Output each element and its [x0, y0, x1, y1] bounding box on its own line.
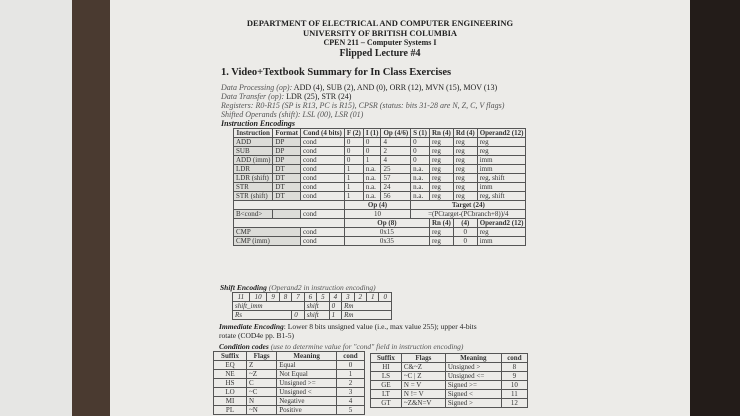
cell: MI	[214, 397, 247, 406]
cell: 2	[337, 379, 365, 388]
cell: reg, shift	[477, 192, 526, 201]
cell: reg, shift	[477, 174, 526, 183]
condition-row	[371, 372, 528, 381]
col-header: Op (8)	[344, 219, 429, 228]
branch-row	[234, 210, 526, 219]
cell: ~N	[247, 406, 277, 415]
cell: 5	[317, 293, 329, 302]
cell: n.a.	[363, 183, 381, 192]
cell: 1	[363, 156, 381, 165]
cell: reg	[429, 228, 453, 237]
cell: DT	[273, 192, 301, 201]
cell: 0	[344, 138, 363, 147]
cell: 24	[381, 183, 411, 192]
cell: GT	[371, 399, 402, 408]
condition-row	[214, 361, 365, 370]
cell: GE	[371, 381, 402, 390]
cmp-row	[234, 237, 526, 246]
cell: N = V	[401, 381, 445, 390]
univ-heading: UNIVERSITY OF BRITISH COLUMBIA	[302, 28, 458, 38]
cell: =(PCtarget-(PCbranch+8))/4	[411, 210, 526, 219]
shift-table	[232, 292, 392, 320]
background-strip	[72, 0, 110, 416]
cell: Positive	[277, 406, 337, 415]
cell: reg	[477, 228, 526, 237]
cell: Rs	[233, 311, 292, 320]
summary-line-2: Data Transfer (op): LDR (25), STR (24)	[221, 92, 352, 101]
cell: imm	[477, 156, 526, 165]
cell: STR	[234, 183, 273, 192]
cell: Flags	[247, 352, 277, 361]
cell: reg	[429, 174, 453, 183]
cell: n.a.	[411, 174, 430, 183]
cell: 0	[337, 361, 365, 370]
cell: cond	[300, 138, 344, 147]
cell: LO	[214, 388, 247, 397]
cell: 1	[366, 293, 378, 302]
cell: 2	[354, 293, 366, 302]
cell: imm	[477, 183, 526, 192]
encoding-row	[234, 183, 526, 192]
cell: cond	[300, 210, 344, 219]
cell: reg	[429, 165, 453, 174]
shift-encoding-title: Shift Encoding (Operand2 in instruction encoding)	[220, 283, 376, 292]
dept-heading: DEPARTMENT OF ELECTRICAL AND COMPUTER ENGINEERING	[246, 18, 514, 28]
cell: Equal	[277, 361, 337, 370]
cell: reg	[429, 183, 453, 192]
cell: 0	[379, 293, 392, 302]
cell: HS	[214, 379, 247, 388]
shift-row	[233, 302, 392, 311]
cell: 4	[381, 156, 411, 165]
cell: reg	[477, 138, 526, 147]
cell: 0	[411, 138, 430, 147]
cell: reg	[453, 156, 477, 165]
condition-row	[371, 363, 528, 372]
cell: C&~Z	[401, 363, 445, 372]
cell: 3	[337, 388, 365, 397]
cell: 5	[337, 406, 365, 415]
cell: DP	[273, 147, 301, 156]
condition-table-left	[213, 351, 365, 415]
cell: n.a.	[363, 174, 381, 183]
cell: 0	[329, 302, 341, 311]
condition-row	[214, 370, 365, 379]
section-title: 1. Video+Textbook Summary for In Class Exercises	[221, 67, 452, 78]
cell: 7	[292, 293, 304, 302]
cell: reg	[429, 237, 453, 246]
encoding-row	[234, 165, 526, 174]
condition-table-right	[370, 353, 528, 408]
cell: reg	[477, 147, 526, 156]
col-header: Format	[273, 129, 301, 138]
cell: 4	[337, 397, 365, 406]
cell: DT	[273, 183, 301, 192]
cell: ADD (imm)	[234, 156, 273, 165]
condition-row	[214, 379, 365, 388]
cell: LDR (shift)	[234, 174, 273, 183]
cell: imm	[477, 165, 526, 174]
cell: 1	[337, 370, 365, 379]
cell: Meaning	[445, 354, 501, 363]
cell: 0	[453, 237, 477, 246]
cell: reg	[453, 192, 477, 201]
cell: 0	[363, 147, 381, 156]
encodings-title: Instruction Encodings	[221, 119, 296, 128]
cell: DT	[273, 165, 301, 174]
cell: n.a.	[363, 192, 381, 201]
condition-row	[214, 406, 365, 415]
col-header: (4)	[453, 219, 477, 228]
cell: cond	[337, 352, 365, 361]
cell: cond	[300, 228, 344, 237]
col-header: S (1)	[411, 129, 430, 138]
cell: 1	[344, 165, 363, 174]
cell: cond	[300, 237, 344, 246]
cell: cond	[300, 165, 344, 174]
col-header: F (2)	[344, 129, 363, 138]
cell: 0x35	[344, 237, 429, 246]
cell: 3	[342, 293, 354, 302]
cell: reg	[429, 138, 453, 147]
cell: reg	[429, 192, 453, 201]
cell: reg	[453, 147, 477, 156]
cell: ~Z&N=V	[401, 399, 445, 408]
cell: cond	[300, 156, 344, 165]
cell: STR (shift)	[234, 192, 273, 201]
cell: 0	[344, 147, 363, 156]
cell: 0	[411, 147, 430, 156]
col-header: Operand2 (12)	[477, 219, 526, 228]
cell: ~C	[247, 388, 277, 397]
cell: 10	[501, 381, 527, 390]
cell: n.a.	[363, 165, 381, 174]
condition-header-row	[214, 352, 365, 361]
cell: reg	[453, 165, 477, 174]
condition-row	[214, 388, 365, 397]
cell: DP	[273, 138, 301, 147]
cell: LS	[371, 372, 402, 381]
col-header: Rn (4)	[429, 129, 453, 138]
cell: cond	[300, 183, 344, 192]
cell: Not Equal	[277, 370, 337, 379]
cell: Signed <	[445, 390, 501, 399]
cell: 10	[249, 293, 267, 302]
cell: PL	[214, 406, 247, 415]
cell: ~C | Z	[401, 372, 445, 381]
cell: 0	[292, 311, 304, 320]
cmp-header-row	[234, 219, 526, 228]
encoding-row	[234, 156, 526, 165]
col-header: Instruction	[234, 129, 273, 138]
condition-row	[214, 397, 365, 406]
cell: n.a.	[411, 192, 430, 201]
cell: CMP (imm)	[234, 237, 301, 246]
cell: 12	[501, 399, 527, 408]
cell: SUB	[234, 147, 273, 156]
cell: LDR	[234, 165, 273, 174]
cell: DT	[273, 174, 301, 183]
bit-header-row	[233, 293, 392, 302]
cell: reg	[429, 147, 453, 156]
cell: 6	[304, 293, 316, 302]
condition-codes-title: Condition codes (use to determine value for "cond" field in instruction encoding)	[219, 342, 464, 351]
encoding-row	[234, 174, 526, 183]
cell: 56	[381, 192, 411, 201]
summary-line-4: Shifted Operands (shift): LSL (00), LSR (01)	[221, 110, 364, 119]
cell: EQ	[214, 361, 247, 370]
cell: 1	[344, 183, 363, 192]
cell: imm	[477, 237, 526, 246]
col-header: I (1)	[363, 129, 381, 138]
shift-row	[233, 311, 392, 320]
cell: 9	[267, 293, 279, 302]
lecture-heading: Flipped Lecture #4	[339, 48, 421, 59]
background-paper-left	[0, 0, 72, 416]
cell: 10	[344, 210, 410, 219]
col-header: Op (4)	[344, 201, 410, 210]
cell: 1	[344, 174, 363, 183]
cell: reg	[453, 138, 477, 147]
cell: 0	[344, 156, 363, 165]
cell: Unsigned <	[277, 388, 337, 397]
cell: 57	[381, 174, 411, 183]
cell: 8	[501, 363, 527, 372]
condition-row	[371, 390, 528, 399]
cell: n.a.	[411, 183, 430, 192]
cell: 9	[501, 372, 527, 381]
cell: LT	[371, 390, 402, 399]
cell: N	[247, 397, 277, 406]
cell: cond	[300, 147, 344, 156]
cell: cond	[300, 192, 344, 201]
col-header: Rd (4)	[453, 129, 477, 138]
cell: 11	[233, 293, 250, 302]
immediate-encoding-cont: rotate (COD4e pp. B1-5)	[219, 331, 294, 340]
cell: 4	[381, 138, 411, 147]
cell: 2	[381, 147, 411, 156]
cell: 1	[344, 192, 363, 201]
cell: ADD	[234, 138, 273, 147]
col-header: Cond (4 bits)	[300, 129, 344, 138]
background-right	[690, 0, 740, 416]
cell: cond	[501, 354, 527, 363]
cell: shift	[304, 311, 329, 320]
cell: 11	[501, 390, 527, 399]
cell: Z	[247, 361, 277, 370]
cell: 1	[329, 311, 341, 320]
encoding-table	[233, 128, 526, 246]
encoding-row	[234, 138, 526, 147]
cell: reg	[453, 174, 477, 183]
encoding-row	[234, 192, 526, 201]
cell: Meaning	[277, 352, 337, 361]
cell: CMP	[234, 228, 301, 237]
cell: 0x15	[344, 228, 429, 237]
col-header: Rn (4)	[429, 219, 453, 228]
cell: shift	[304, 302, 329, 311]
cell: Suffix	[214, 352, 247, 361]
cell: HI	[371, 363, 402, 372]
condition-header-row	[371, 354, 528, 363]
condition-row	[371, 399, 528, 408]
summary-line-1: Data Processing (op): ADD (4), SUB (2), AND (0), ORR (12), MVN (15), MOV (13)	[221, 83, 498, 92]
cell: Unsigned >	[445, 363, 501, 372]
col-header: Op (4/6)	[381, 129, 411, 138]
cell: Rm	[342, 302, 392, 311]
cell: NE	[214, 370, 247, 379]
cell: Unsigned <=	[445, 372, 501, 381]
cell: Suffix	[371, 354, 402, 363]
cell: C	[247, 379, 277, 388]
cell: 8	[279, 293, 291, 302]
cell: Signed >	[445, 399, 501, 408]
cell: 0	[453, 228, 477, 237]
cell: Signed >=	[445, 381, 501, 390]
encoding-header-row	[234, 129, 526, 138]
encoding-row	[234, 147, 526, 156]
cell: ~Z	[247, 370, 277, 379]
cell: Unsigned >=	[277, 379, 337, 388]
cell: shift_imm	[233, 302, 305, 311]
summary-line-3: Registers: R0-R15 (SP is R13, PC is R15), CPSR (status: bits 31-28 are N, Z, C, V flags)	[221, 101, 505, 110]
condition-row	[371, 381, 528, 390]
cell: reg	[453, 183, 477, 192]
cell: 0	[363, 138, 381, 147]
cell: reg	[429, 156, 453, 165]
course-heading: CPEN 211 – Computer Systems I	[323, 38, 437, 47]
cell: Rm	[342, 311, 392, 320]
cell: 0	[411, 156, 430, 165]
cell: cond	[300, 174, 344, 183]
cell: N != V	[401, 390, 445, 399]
cell: 4	[329, 293, 341, 302]
cell: n.a.	[411, 165, 430, 174]
cmp-row	[234, 228, 526, 237]
cell: Flags	[401, 354, 445, 363]
col-header: Target (24)	[411, 201, 526, 210]
cell: 25	[381, 165, 411, 174]
immediate-encoding: Immediate Encoding: Lower 8 bits unsigned value (i.e., max value 255); upper 4-bits	[219, 322, 477, 331]
col-header: Operand2 (12)	[477, 129, 526, 138]
cell: B<cond>	[234, 210, 273, 219]
cell: DP	[273, 156, 301, 165]
cell: Negative	[277, 397, 337, 406]
branch-header-row	[234, 201, 526, 210]
